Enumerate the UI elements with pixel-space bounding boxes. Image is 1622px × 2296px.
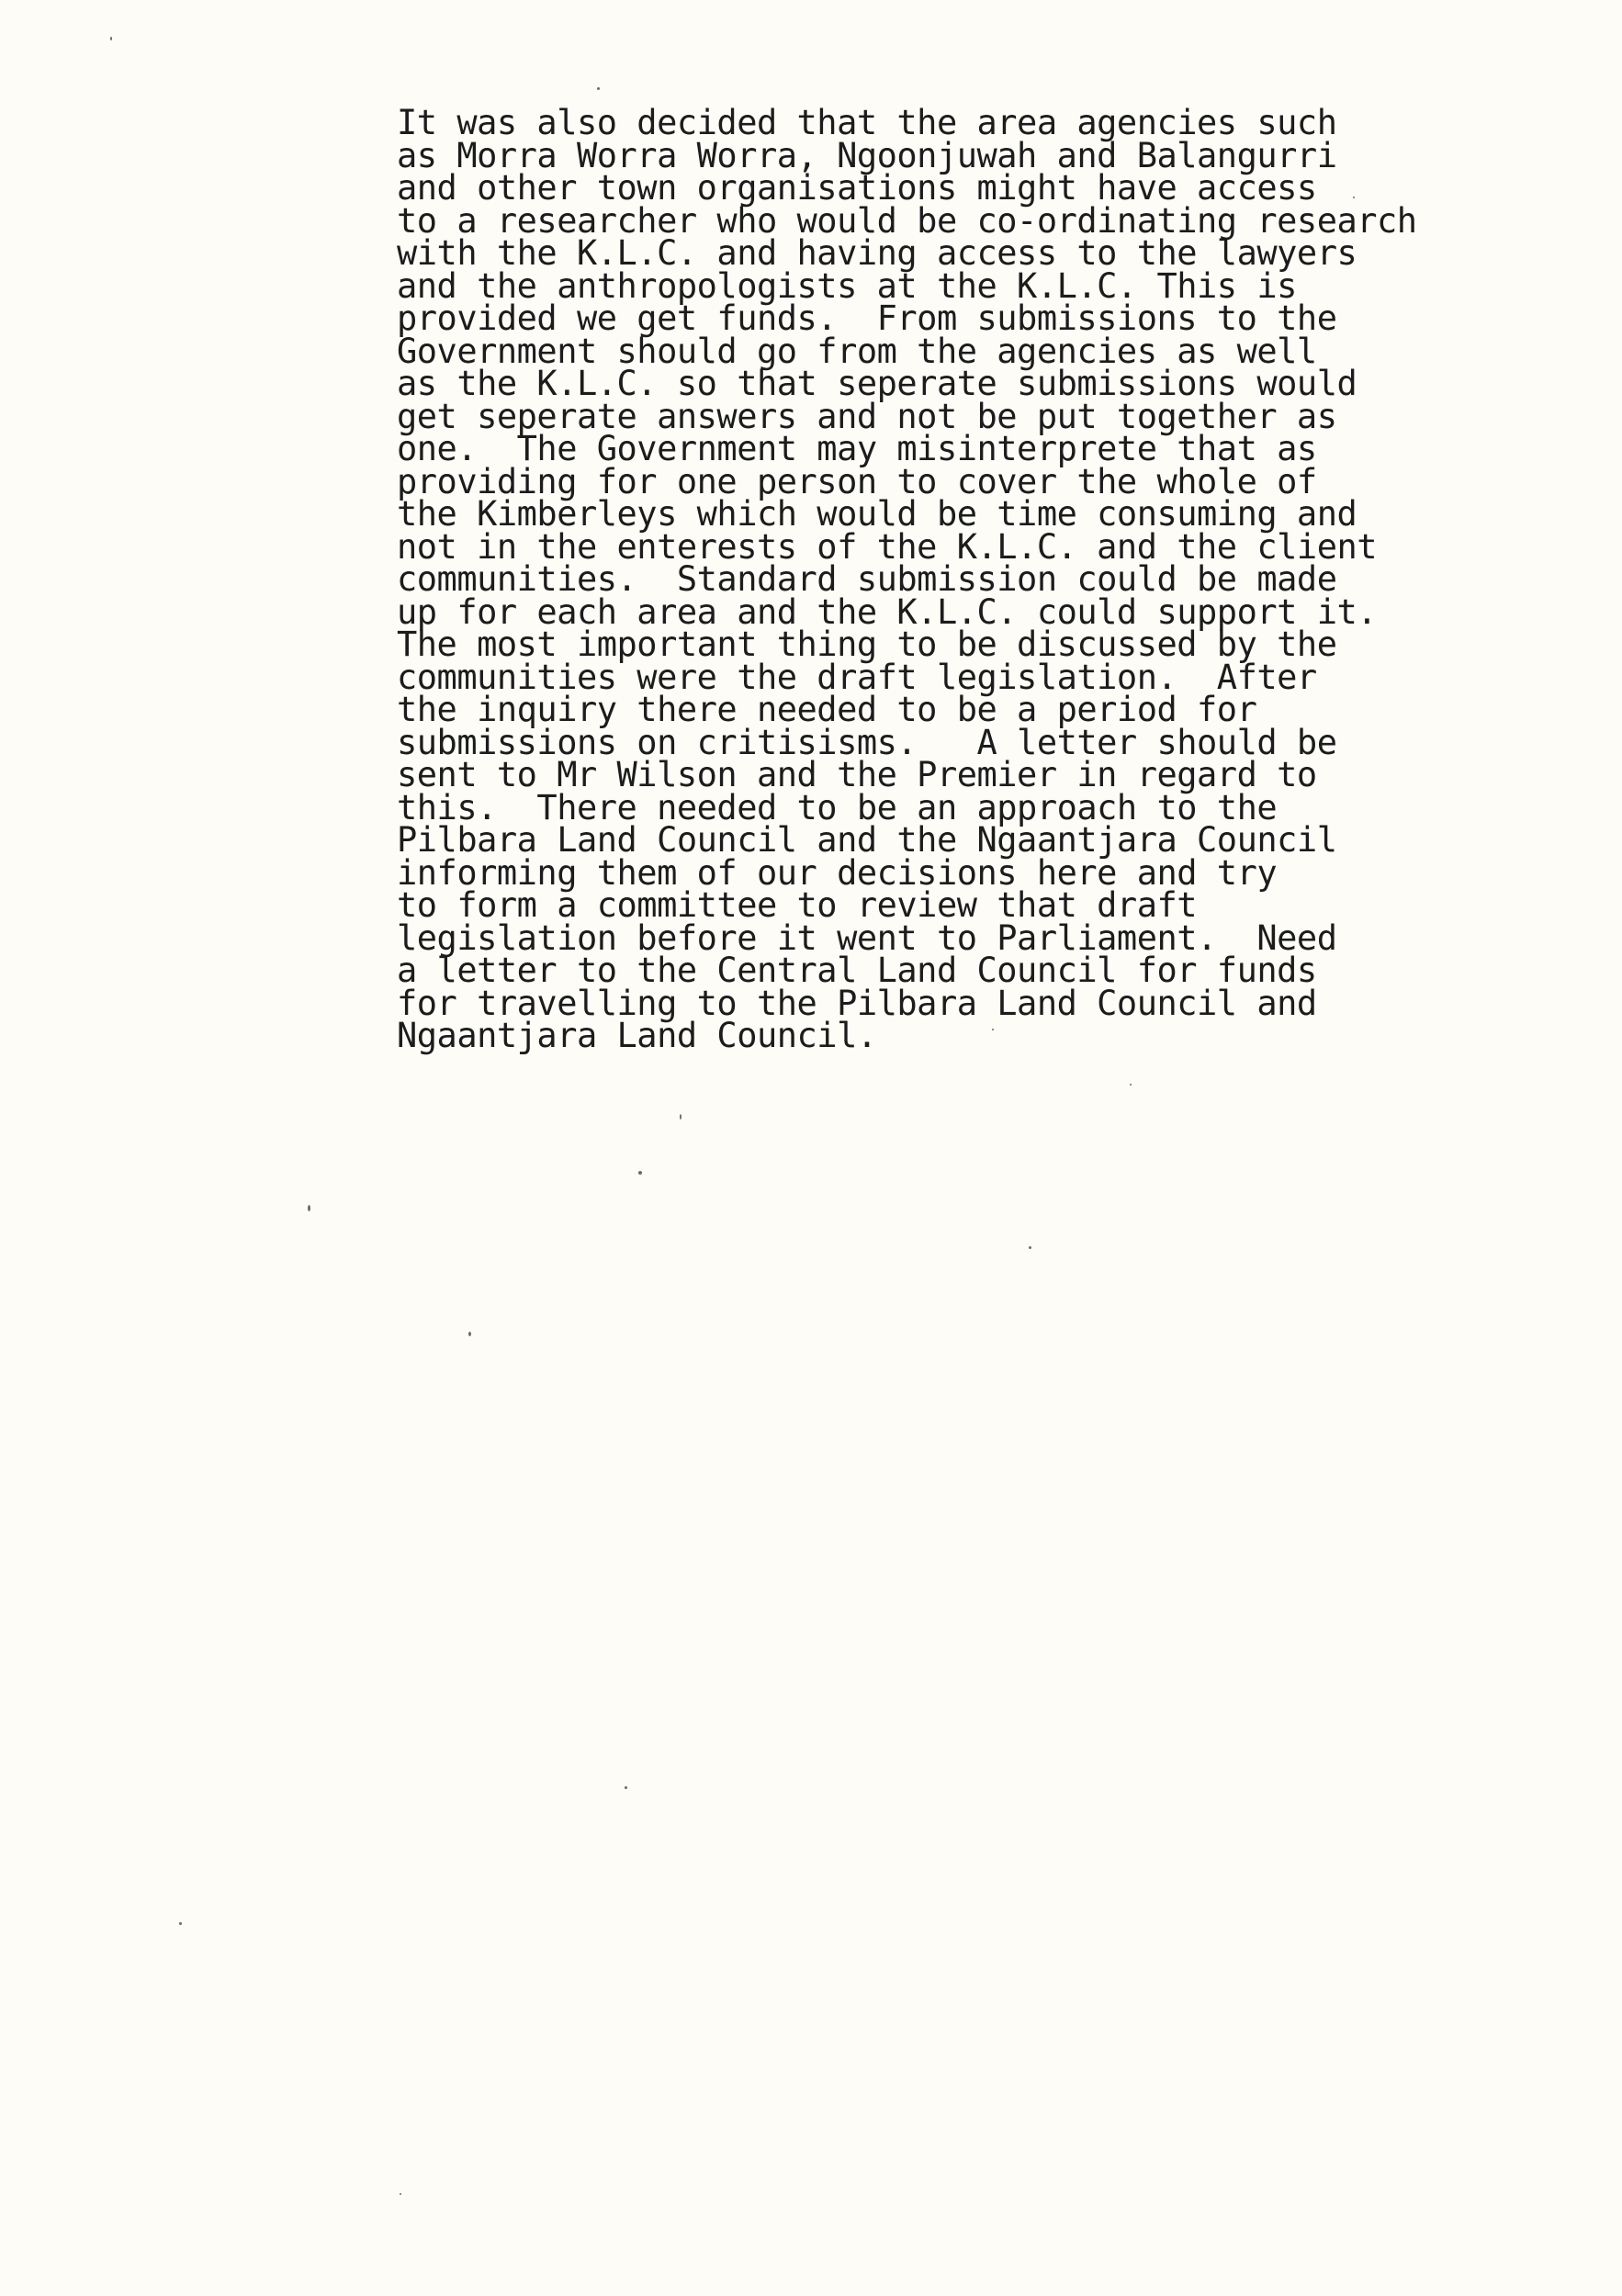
paper-speck bbox=[992, 1029, 994, 1030]
text-line: not in the enterests of the K.L.C. and the client bbox=[397, 526, 1378, 567]
text-line: and the anthropologists at the K.L.C. This is bbox=[397, 265, 1297, 306]
text-line: informing them of our decisions here and try bbox=[397, 852, 1278, 893]
paper-speck bbox=[638, 1171, 642, 1175]
paper-speck bbox=[597, 87, 600, 90]
text-line: providing for one person to cover the whole of bbox=[397, 461, 1317, 501]
text-line: legislation before it went to Parliament. Need bbox=[397, 917, 1337, 958]
text-line: to form a committee to review that draft bbox=[397, 885, 1198, 925]
text-line: this. There needed to be an approach to the bbox=[397, 787, 1278, 827]
paper-speck bbox=[110, 37, 112, 40]
text-line: get seperate answers and not be put together as bbox=[397, 396, 1337, 436]
text-line: as Morra Worra Worra, Ngoonjuwah and Balangurri bbox=[397, 135, 1337, 175]
text-line: provided we get funds. From submissions to the bbox=[397, 298, 1337, 338]
paper-speck bbox=[625, 1786, 627, 1789]
paper-speck bbox=[1130, 1084, 1132, 1086]
text-line: the Kimberleys which would be time consuming and bbox=[397, 494, 1357, 534]
text-line: Pilbara Land Council and the Ngaantjara Council bbox=[397, 820, 1337, 860]
text-line: submissions on critisisms. A letter should be bbox=[397, 722, 1337, 762]
paper-speck bbox=[1029, 1246, 1031, 1249]
typed-paragraph bbox=[397, 103, 1499, 1055]
text-line: It was also decided that the area agencies such bbox=[397, 103, 1337, 142]
paper-speck bbox=[400, 2193, 401, 2195]
text-line: communities were the draft legislation. After bbox=[397, 657, 1317, 697]
text-line: Government should go from the agencies as well bbox=[397, 331, 1317, 371]
paper-speck bbox=[680, 1114, 681, 1120]
text-line: The most important thing to be discussed by the bbox=[397, 625, 1337, 664]
text-line: as the K.L.C. so that seperate submissions would bbox=[397, 364, 1357, 403]
text-line: with the K.L.C. and having access to the lawyers bbox=[397, 233, 1357, 273]
paper-speck bbox=[308, 1205, 310, 1211]
text-line: up for each area and the K.L.C. could support it. bbox=[397, 591, 1378, 632]
text-line: a letter to the Central Land Council for funds bbox=[397, 951, 1317, 990]
text-line: the inquiry there needed to be a period for bbox=[397, 690, 1257, 729]
text-line: sent to Mr Wilson and the Premier in regard to bbox=[397, 755, 1317, 794]
text-line: one. The Government may misinterprete that as bbox=[397, 429, 1317, 468]
paper-speck bbox=[1353, 197, 1355, 198]
text-line: Ngaantjara Land Council. bbox=[397, 1016, 877, 1055]
paper-speck bbox=[179, 1922, 182, 1925]
text-line: communities. Standard submission could be made bbox=[397, 559, 1337, 599]
paper-speck bbox=[468, 1332, 471, 1336]
text-line: and other town organisations might have access bbox=[397, 168, 1317, 208]
text-line: to a researcher who would be co-ordinating research bbox=[397, 200, 1417, 241]
text-line: for travelling to the Pilbara Land Council and bbox=[397, 983, 1317, 1023]
